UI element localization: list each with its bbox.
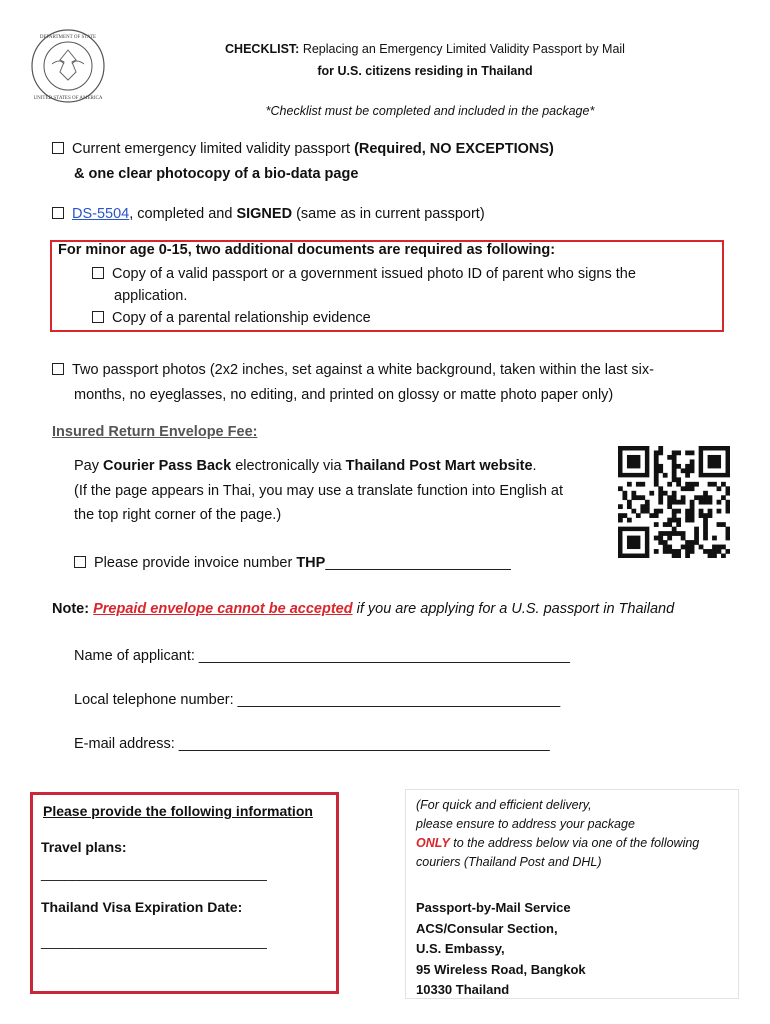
- checkbox[interactable]: [52, 363, 64, 375]
- note-label: Note:: [52, 601, 94, 617]
- fee-pay-line: [74, 454, 537, 479]
- telephone-field[interactable]: Local telephone number: ________________________________________: [74, 692, 561, 708]
- note-rest: if you are applying for a U.S. passport in Thailand: [352, 601, 675, 617]
- minor-heading: For minor age 0-15, two additional documents are required as following:: [58, 242, 556, 258]
- minor-item-parent-id: [92, 264, 636, 285]
- fee-website: Thailand Post Mart website: [345, 458, 533, 474]
- page-title: [0, 42, 770, 56]
- checklist-item-passport: [52, 137, 554, 162]
- fee-translate-note-cont: the top right corner of the page.): [74, 507, 282, 523]
- address-line: 10330 Thailand: [416, 982, 510, 997]
- ds-signed: SIGNED: [236, 206, 293, 222]
- travel-plans-field[interactable]: _____________________________: [41, 865, 267, 881]
- checklist-item-photos: [52, 358, 654, 383]
- invoice-line: [74, 551, 511, 576]
- delivery-note-1: (For quick and efficient delivery,: [416, 798, 592, 812]
- delivery-note-2: please ensure to address your package: [416, 817, 635, 831]
- applicant-name-field[interactable]: Name of applicant: ______________________________________________: [74, 648, 570, 664]
- visa-expiration-label: Thailand Visa Expiration Date:: [41, 899, 243, 915]
- ds-text-a: , completed and: [129, 206, 237, 222]
- only-emphasis: ONLY: [416, 836, 450, 850]
- photos-text-cont: months, no eyeglasses, no editing, and printed on glossy or matte photo paper only): [74, 387, 614, 403]
- checkbox[interactable]: [92, 267, 104, 279]
- delivery-note-3: [416, 834, 699, 853]
- delivery-address-box: [405, 789, 739, 999]
- checkbox[interactable]: [52, 142, 64, 154]
- prepaid-note: [52, 601, 674, 617]
- minor-item-relationship: [92, 308, 371, 329]
- qr-code[interactable]: [618, 446, 730, 558]
- delivery-note-3-rest: to the address below via one of the following: [449, 836, 700, 850]
- info-heading: Please provide the following information: [43, 803, 313, 819]
- checkbox[interactable]: [52, 207, 64, 219]
- address-line: U.S. Embassy,: [416, 941, 505, 956]
- checkbox[interactable]: [92, 311, 104, 323]
- visa-expiration-field[interactable]: _____________________________: [41, 933, 267, 949]
- fee-heading: Insured Return Envelope Fee:: [52, 424, 258, 440]
- svg-text:UNITED STATES OF AMERICA: UNITED STATES OF AMERICA: [33, 96, 103, 101]
- fee-text: .: [532, 458, 537, 474]
- passport-required: (Required, NO EXCEPTIONS): [354, 141, 554, 157]
- info-box: [30, 792, 339, 994]
- page-subtitle: for U.S. citizens residing in Thailand: [317, 64, 533, 78]
- delivery-note-4: couriers (Thailand Post and DHL): [416, 855, 602, 869]
- title-bold: CHECKLIST:: [225, 42, 300, 56]
- address-line: ACS/Consular Section,: [416, 920, 558, 936]
- checklist-instruction: *Checklist must be completed and included in the package*: [265, 104, 595, 118]
- checklist-item-ds5504: [52, 202, 485, 227]
- passport-photocopy: & one clear photocopy of a bio-data page: [74, 166, 359, 182]
- fee-text: electronically via: [231, 458, 346, 474]
- address-line: 95 Wireless Road, Bangkok: [416, 961, 586, 977]
- svg-text:DEPARTMENT OF STATE: DEPARTMENT OF STATE: [39, 35, 97, 40]
- minor-item-parent-id-cont: application.: [114, 288, 188, 304]
- mailing-address: [416, 898, 586, 1001]
- minor-item-text: Copy of a valid passport or a government issued photo ID of parent who signs the: [112, 266, 636, 282]
- minor-item-text: Copy of a parental relationship evidence: [112, 310, 371, 326]
- note-warning: Prepaid envelope cannot be accepted: [93, 601, 353, 617]
- invoice-text: Please provide invoice number: [94, 555, 297, 571]
- ds5504-link[interactable]: DS-5504: [72, 206, 130, 222]
- passport-text: Current emergency limited validity passport: [72, 141, 355, 157]
- invoice-prefix: THP: [296, 555, 326, 571]
- fee-service: Courier Pass Back: [103, 458, 232, 474]
- title-rest: Replacing an Emergency Limited Validity Passport by Mail: [299, 42, 625, 56]
- photos-text: Two passport photos (2x2 inches, set against a white background, taken within the last six-: [72, 362, 654, 378]
- travel-plans-label: Travel plans:: [41, 839, 127, 855]
- fee-translate-note: (If the page appears in Thai, you may use a translate function into English at: [74, 483, 563, 499]
- email-field[interactable]: E-mail address: ______________________________________________: [74, 736, 550, 752]
- address-line: Passport-by-Mail Service: [416, 900, 571, 915]
- checkbox[interactable]: [74, 556, 86, 568]
- ds-text-c: (same as in current passport): [292, 206, 485, 222]
- fee-text: Pay: [74, 458, 104, 474]
- invoice-blank[interactable]: _______________________: [325, 555, 511, 571]
